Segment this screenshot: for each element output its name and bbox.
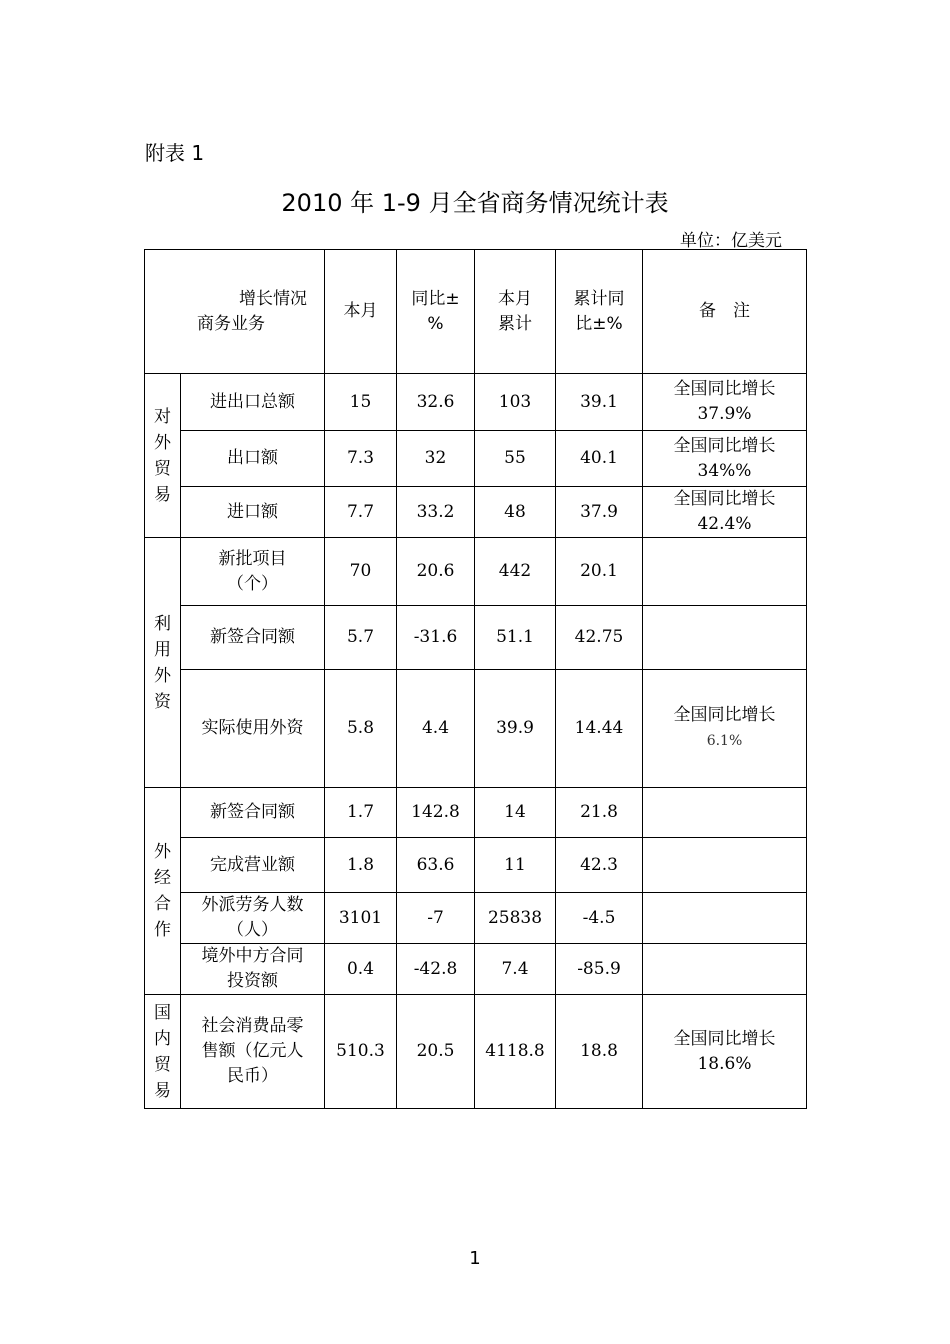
month-cell: 15: [325, 374, 397, 431]
yoy-cell: 20.5: [397, 995, 475, 1109]
group-foreign-cooperation: 外 经 合 作: [145, 788, 181, 995]
table-row: [145, 995, 807, 1109]
header-corner: [145, 250, 325, 374]
yoy-cell: 32.6: [397, 374, 475, 431]
item-cell: 进出口总额: [181, 374, 325, 431]
note-cell: 全国同比增长 34%%: [643, 431, 807, 487]
item-cell: 完成营业额: [181, 838, 325, 893]
table-row: [145, 838, 807, 893]
cum-cell: 7.4: [475, 944, 556, 995]
yoy-cell: -7: [397, 893, 475, 944]
cum-yoy-cell: 20.1: [556, 538, 643, 606]
table-row: [145, 431, 807, 487]
item-cell: 出口额: [181, 431, 325, 487]
cum-cell: 14: [475, 788, 556, 838]
yoy-cell: 20.6: [397, 538, 475, 606]
yoy-cell: 4.4: [397, 670, 475, 788]
yoy-cell: -31.6: [397, 606, 475, 670]
cum-yoy-cell: 42.3: [556, 838, 643, 893]
yoy-cell: 63.6: [397, 838, 475, 893]
table-row: [145, 538, 807, 606]
cum-cell: 4118.8: [475, 995, 556, 1109]
month-cell: 7.3: [325, 431, 397, 487]
cum-cell: 51.1: [475, 606, 556, 670]
page-number: 1: [469, 1248, 481, 1269]
month-cell: 5.8: [325, 670, 397, 788]
table-row: [145, 788, 807, 838]
table-row: [145, 670, 807, 788]
yoy-cell: 32: [397, 431, 475, 487]
cum-yoy-cell: 14.44: [556, 670, 643, 788]
month-cell: 70: [325, 538, 397, 606]
cum-cell: 442: [475, 538, 556, 606]
month-cell: 1.8: [325, 838, 397, 893]
item-cell: 新签合同额: [181, 606, 325, 670]
table-row: [145, 944, 807, 995]
yoy-cell: -42.8: [397, 944, 475, 995]
item-cell: 实际使用外资: [181, 670, 325, 788]
header-month: 本月: [325, 250, 397, 374]
note-cell: 全国同比增长 42.4%: [643, 487, 807, 538]
table-row: [145, 893, 807, 944]
note-cell: 全国同比增长 37.9%: [643, 374, 807, 431]
month-cell: 3101: [325, 893, 397, 944]
table-row: [145, 374, 807, 431]
cum-yoy-cell: 40.1: [556, 431, 643, 487]
cum-cell: 39.9: [475, 670, 556, 788]
cum-yoy-cell: 18.8: [556, 995, 643, 1109]
month-cell: 7.7: [325, 487, 397, 538]
month-cell: 0.4: [325, 944, 397, 995]
cum-cell: 55: [475, 431, 556, 487]
cum-yoy-cell: -4.5: [556, 893, 643, 944]
month-cell: 510.3: [325, 995, 397, 1109]
group-domestic-trade: 国 内 贸 易: [145, 995, 181, 1109]
header-note: 备 注: [643, 250, 807, 374]
corner-line1: 增长情况: [239, 288, 307, 309]
cum-cell: 48: [475, 487, 556, 538]
header-cumulative-yoy: 累计同 比±%: [556, 250, 643, 374]
header-cumulative: 本月 累计: [475, 250, 556, 374]
header-yoy: 同比± %: [397, 250, 475, 374]
note-cell: [643, 606, 807, 670]
item-cell: 新批项目 （个）: [181, 538, 325, 606]
cum-cell: 25838: [475, 893, 556, 944]
cum-yoy-cell: 39.1: [556, 374, 643, 431]
cum-yoy-cell: 37.9: [556, 487, 643, 538]
note-cell: 全国同比增长 18.6%: [643, 995, 807, 1109]
table-row: [145, 487, 807, 538]
note-cell: [643, 538, 807, 606]
item-cell: 进口额: [181, 487, 325, 538]
cum-yoy-cell: 21.8: [556, 788, 643, 838]
item-cell: 外派劳务人数 （人）: [181, 893, 325, 944]
note-cell: 全国同比增长 6.1%: [643, 670, 807, 788]
note-cell: [643, 838, 807, 893]
note-cell: [643, 788, 807, 838]
note-cell: [643, 944, 807, 995]
cum-cell: 11: [475, 838, 556, 893]
item-cell: 境外中方合同 投资额: [181, 944, 325, 995]
month-cell: 1.7: [325, 788, 397, 838]
group-foreign-trade: 对 外 贸 易: [145, 374, 181, 538]
group-foreign-investment: 利 用 外 资: [145, 538, 181, 788]
cum-yoy-cell: -85.9: [556, 944, 643, 995]
item-cell: 新签合同额: [181, 788, 325, 838]
corner-line2: 商务业务: [197, 313, 265, 334]
yoy-cell: 142.8: [397, 788, 475, 838]
yoy-cell: 33.2: [397, 487, 475, 538]
item-cell: 社会消费品零 售额（亿元人 民币）: [181, 995, 325, 1109]
page-title: 2010 年 1-9 月全省商务情况统计表: [281, 189, 669, 217]
note-cell: [643, 893, 807, 944]
header-row: [145, 250, 807, 374]
attachment-label: 附表 1: [145, 141, 205, 165]
statistics-table: [144, 249, 807, 1109]
cum-yoy-cell: 42.75: [556, 606, 643, 670]
table-row: [145, 606, 807, 670]
month-cell: 5.7: [325, 606, 397, 670]
unit-label: 单位：亿美元: [680, 231, 782, 251]
cum-cell: 103: [475, 374, 556, 431]
